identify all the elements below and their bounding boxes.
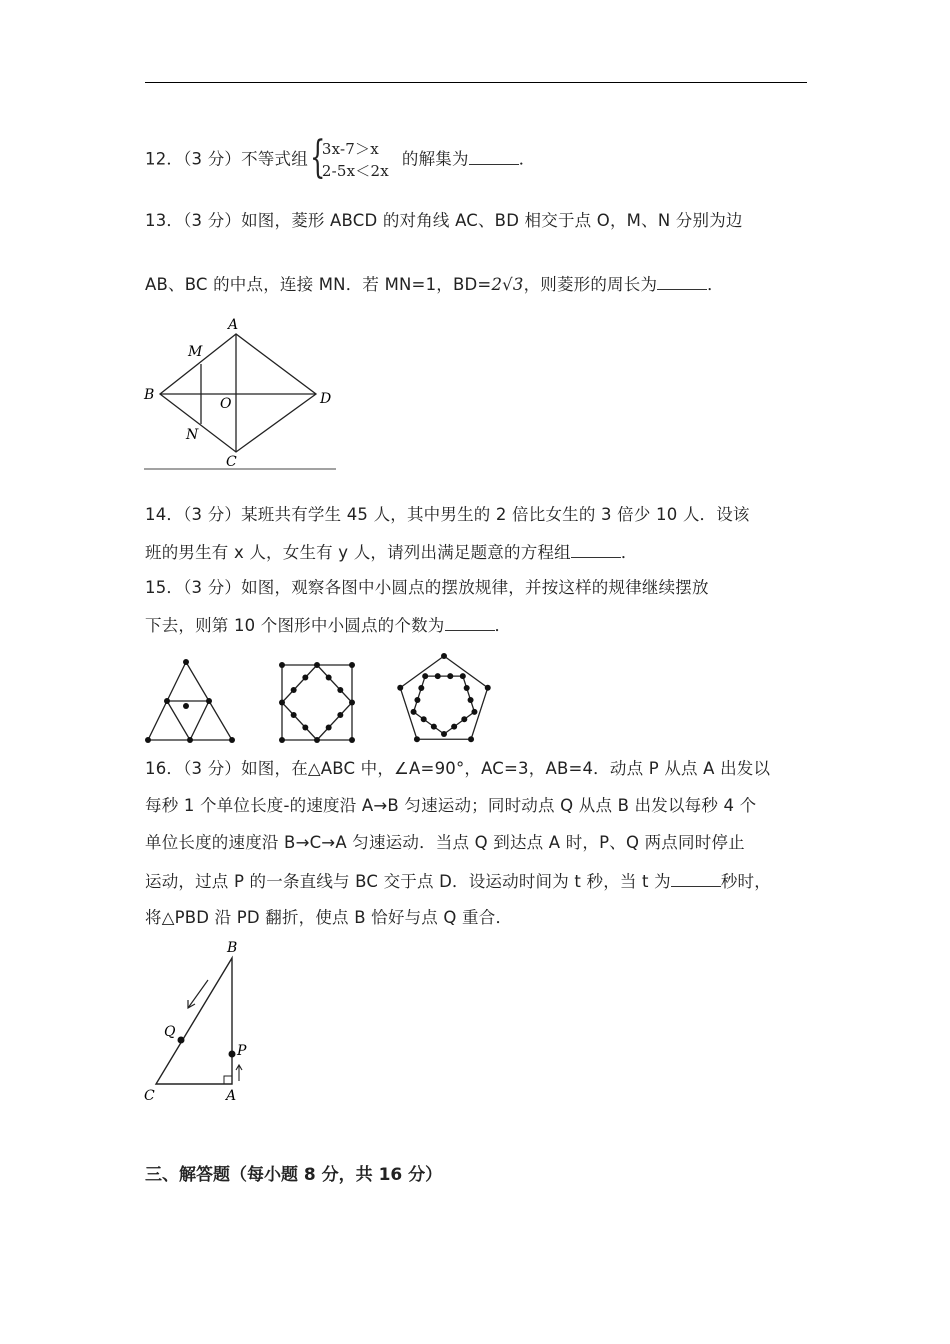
label-b: B bbox=[227, 940, 238, 956]
pattern-dot bbox=[314, 662, 320, 668]
pattern-dot bbox=[414, 697, 420, 703]
pattern-dot bbox=[183, 659, 189, 665]
pattern-dot bbox=[326, 725, 332, 731]
q12-prefix: 12．（3 分）不等式组 bbox=[145, 149, 308, 169]
pattern-dot bbox=[461, 716, 467, 722]
pattern-dot bbox=[302, 675, 308, 681]
pattern-dot bbox=[464, 685, 470, 691]
label-c: C bbox=[226, 454, 237, 470]
question-16-line-3: 单位长度的速度沿 B→C→A 匀速运动．当点 Q 到达点 A 时，P、Q 两点同时停止 bbox=[145, 833, 745, 852]
pentagon-figure bbox=[397, 653, 490, 742]
pattern-dot bbox=[349, 737, 355, 743]
label-d: D bbox=[320, 391, 332, 407]
figure-outline bbox=[400, 656, 487, 739]
pattern-dot bbox=[471, 709, 477, 715]
rhombus-abcd bbox=[160, 334, 316, 452]
inequality-system: { 3x-7＞x 2-5x＜2x bbox=[309, 132, 389, 183]
figure-outline bbox=[282, 665, 352, 740]
label-c: C bbox=[144, 1088, 155, 1104]
dot-pattern-figures bbox=[140, 650, 510, 750]
pattern-dot bbox=[460, 673, 466, 679]
label-o: O bbox=[220, 396, 232, 412]
question-15-line-2: 下去，则第 10 个图形中小圆点的个数为 ． bbox=[145, 616, 512, 635]
question-13-line-2: AB、BC 的中点，连接 MN．若 MN=1，BD=2√3，则菱形的周长为 ． bbox=[145, 275, 724, 294]
pattern-dot bbox=[411, 709, 417, 715]
question-13-line-1: 13．（3 分）如图，菱形 ABCD 的对角线 AC、BD 相交于点 O，M、N 分别为边 bbox=[145, 211, 743, 230]
pattern-dot bbox=[164, 698, 170, 704]
pattern-dot bbox=[422, 673, 428, 679]
label-n: N bbox=[186, 427, 199, 443]
answer-blank-14[interactable] bbox=[571, 541, 621, 558]
pattern-dot bbox=[441, 653, 447, 659]
question-15-line-1: 15．（3 分）如图，观察各图中小圆点的摆放规律，并按这样的规律继续摆放 bbox=[145, 578, 709, 597]
figure-outline bbox=[282, 665, 352, 740]
pattern-dot bbox=[349, 662, 355, 668]
inequality-row-2: 2-5x＜2x bbox=[321, 162, 389, 180]
pattern-dot bbox=[451, 724, 457, 730]
triangle-figure bbox=[145, 659, 235, 743]
pattern-dot bbox=[291, 687, 297, 693]
pattern-dot bbox=[145, 737, 151, 743]
pattern-dot bbox=[291, 712, 297, 718]
pattern-dot bbox=[349, 700, 355, 706]
square-figure bbox=[279, 662, 355, 743]
pattern-dot bbox=[279, 662, 285, 668]
pattern-dot bbox=[229, 737, 235, 743]
pattern-dot bbox=[337, 712, 343, 718]
rhombus-figure bbox=[140, 312, 340, 472]
pattern-dot bbox=[468, 697, 474, 703]
label-m: M bbox=[188, 344, 203, 360]
right-triangle-figure bbox=[140, 936, 260, 1106]
point-q bbox=[178, 1037, 185, 1044]
pattern-dot bbox=[187, 737, 193, 743]
answer-blank-13[interactable] bbox=[657, 273, 707, 290]
pattern-dot bbox=[183, 703, 189, 709]
q12-suffix: 的解集为 bbox=[401, 149, 469, 169]
question-16-line-4: 运动，过点 P 的一条直线与 BC 交于点 D．设运动时间为 t 秒，当 t 为 秒时， bbox=[145, 872, 771, 891]
pattern-dot bbox=[206, 698, 212, 704]
bd-value: 2√3 bbox=[491, 275, 524, 294]
point-p bbox=[229, 1051, 236, 1058]
inequality-row-1: 3x-7＞x bbox=[321, 140, 379, 158]
question-12: 12．（3 分）不等式组 { 3x-7＞x 2-5x＜2x 的解集为 ． bbox=[145, 132, 536, 183]
answer-blank-12[interactable] bbox=[469, 148, 519, 165]
pattern-dot bbox=[418, 685, 424, 691]
question-16-line-5: 将△PBD 沿 PD 翻折，使点 B 恰好与点 Q 重合． bbox=[145, 908, 513, 927]
question-14-line-1: 14．（3 分）某班共有学生 45 人，其中男生的 2 倍比女生的 3 倍少 10 人．设该 bbox=[145, 505, 750, 524]
pattern-dot bbox=[414, 736, 420, 742]
pattern-dot bbox=[397, 685, 403, 691]
label-a: A bbox=[228, 317, 239, 333]
pattern-dot bbox=[431, 724, 437, 730]
label-a: A bbox=[226, 1088, 237, 1104]
question-16-line-1: 16．（3 分）如图，在△ABC 中，∠A=90°，AC=3，AB=4．动点 P 从点 A 出发以 bbox=[145, 759, 771, 778]
top-rule bbox=[145, 82, 807, 83]
pattern-dot bbox=[468, 736, 474, 742]
pattern-dot bbox=[447, 673, 453, 679]
pattern-dot bbox=[435, 673, 441, 679]
pattern-dot bbox=[302, 725, 308, 731]
pattern-dot bbox=[421, 716, 427, 722]
section-3-heading: 三、解答题（每小题 8 分，共 16 分） bbox=[145, 1165, 443, 1185]
question-14-line-2: 班的男生有 x 人，女生有 y 人，请列出满足题意的方程组 ． bbox=[145, 543, 638, 562]
pattern-dot bbox=[337, 687, 343, 693]
label-p: P bbox=[237, 1043, 247, 1059]
pattern-dot bbox=[279, 700, 285, 706]
label-b: B bbox=[144, 387, 155, 403]
figure-outline bbox=[414, 676, 475, 734]
pattern-dot bbox=[485, 685, 491, 691]
pattern-dot bbox=[314, 737, 320, 743]
right-angle-mark bbox=[224, 1076, 232, 1084]
answer-blank-16[interactable] bbox=[671, 870, 721, 887]
label-q: Q bbox=[164, 1024, 176, 1040]
answer-blank-15[interactable] bbox=[445, 614, 495, 631]
pattern-dot bbox=[326, 675, 332, 681]
pattern-dot bbox=[279, 737, 285, 743]
question-16-line-2: 每秒 1 个单位长度-的速度沿 A→B 匀速运动；同时动点 Q 从点 B 出发以每秒 4 个 bbox=[145, 796, 757, 815]
triangle-abc bbox=[156, 958, 232, 1084]
pattern-dot bbox=[441, 731, 447, 737]
